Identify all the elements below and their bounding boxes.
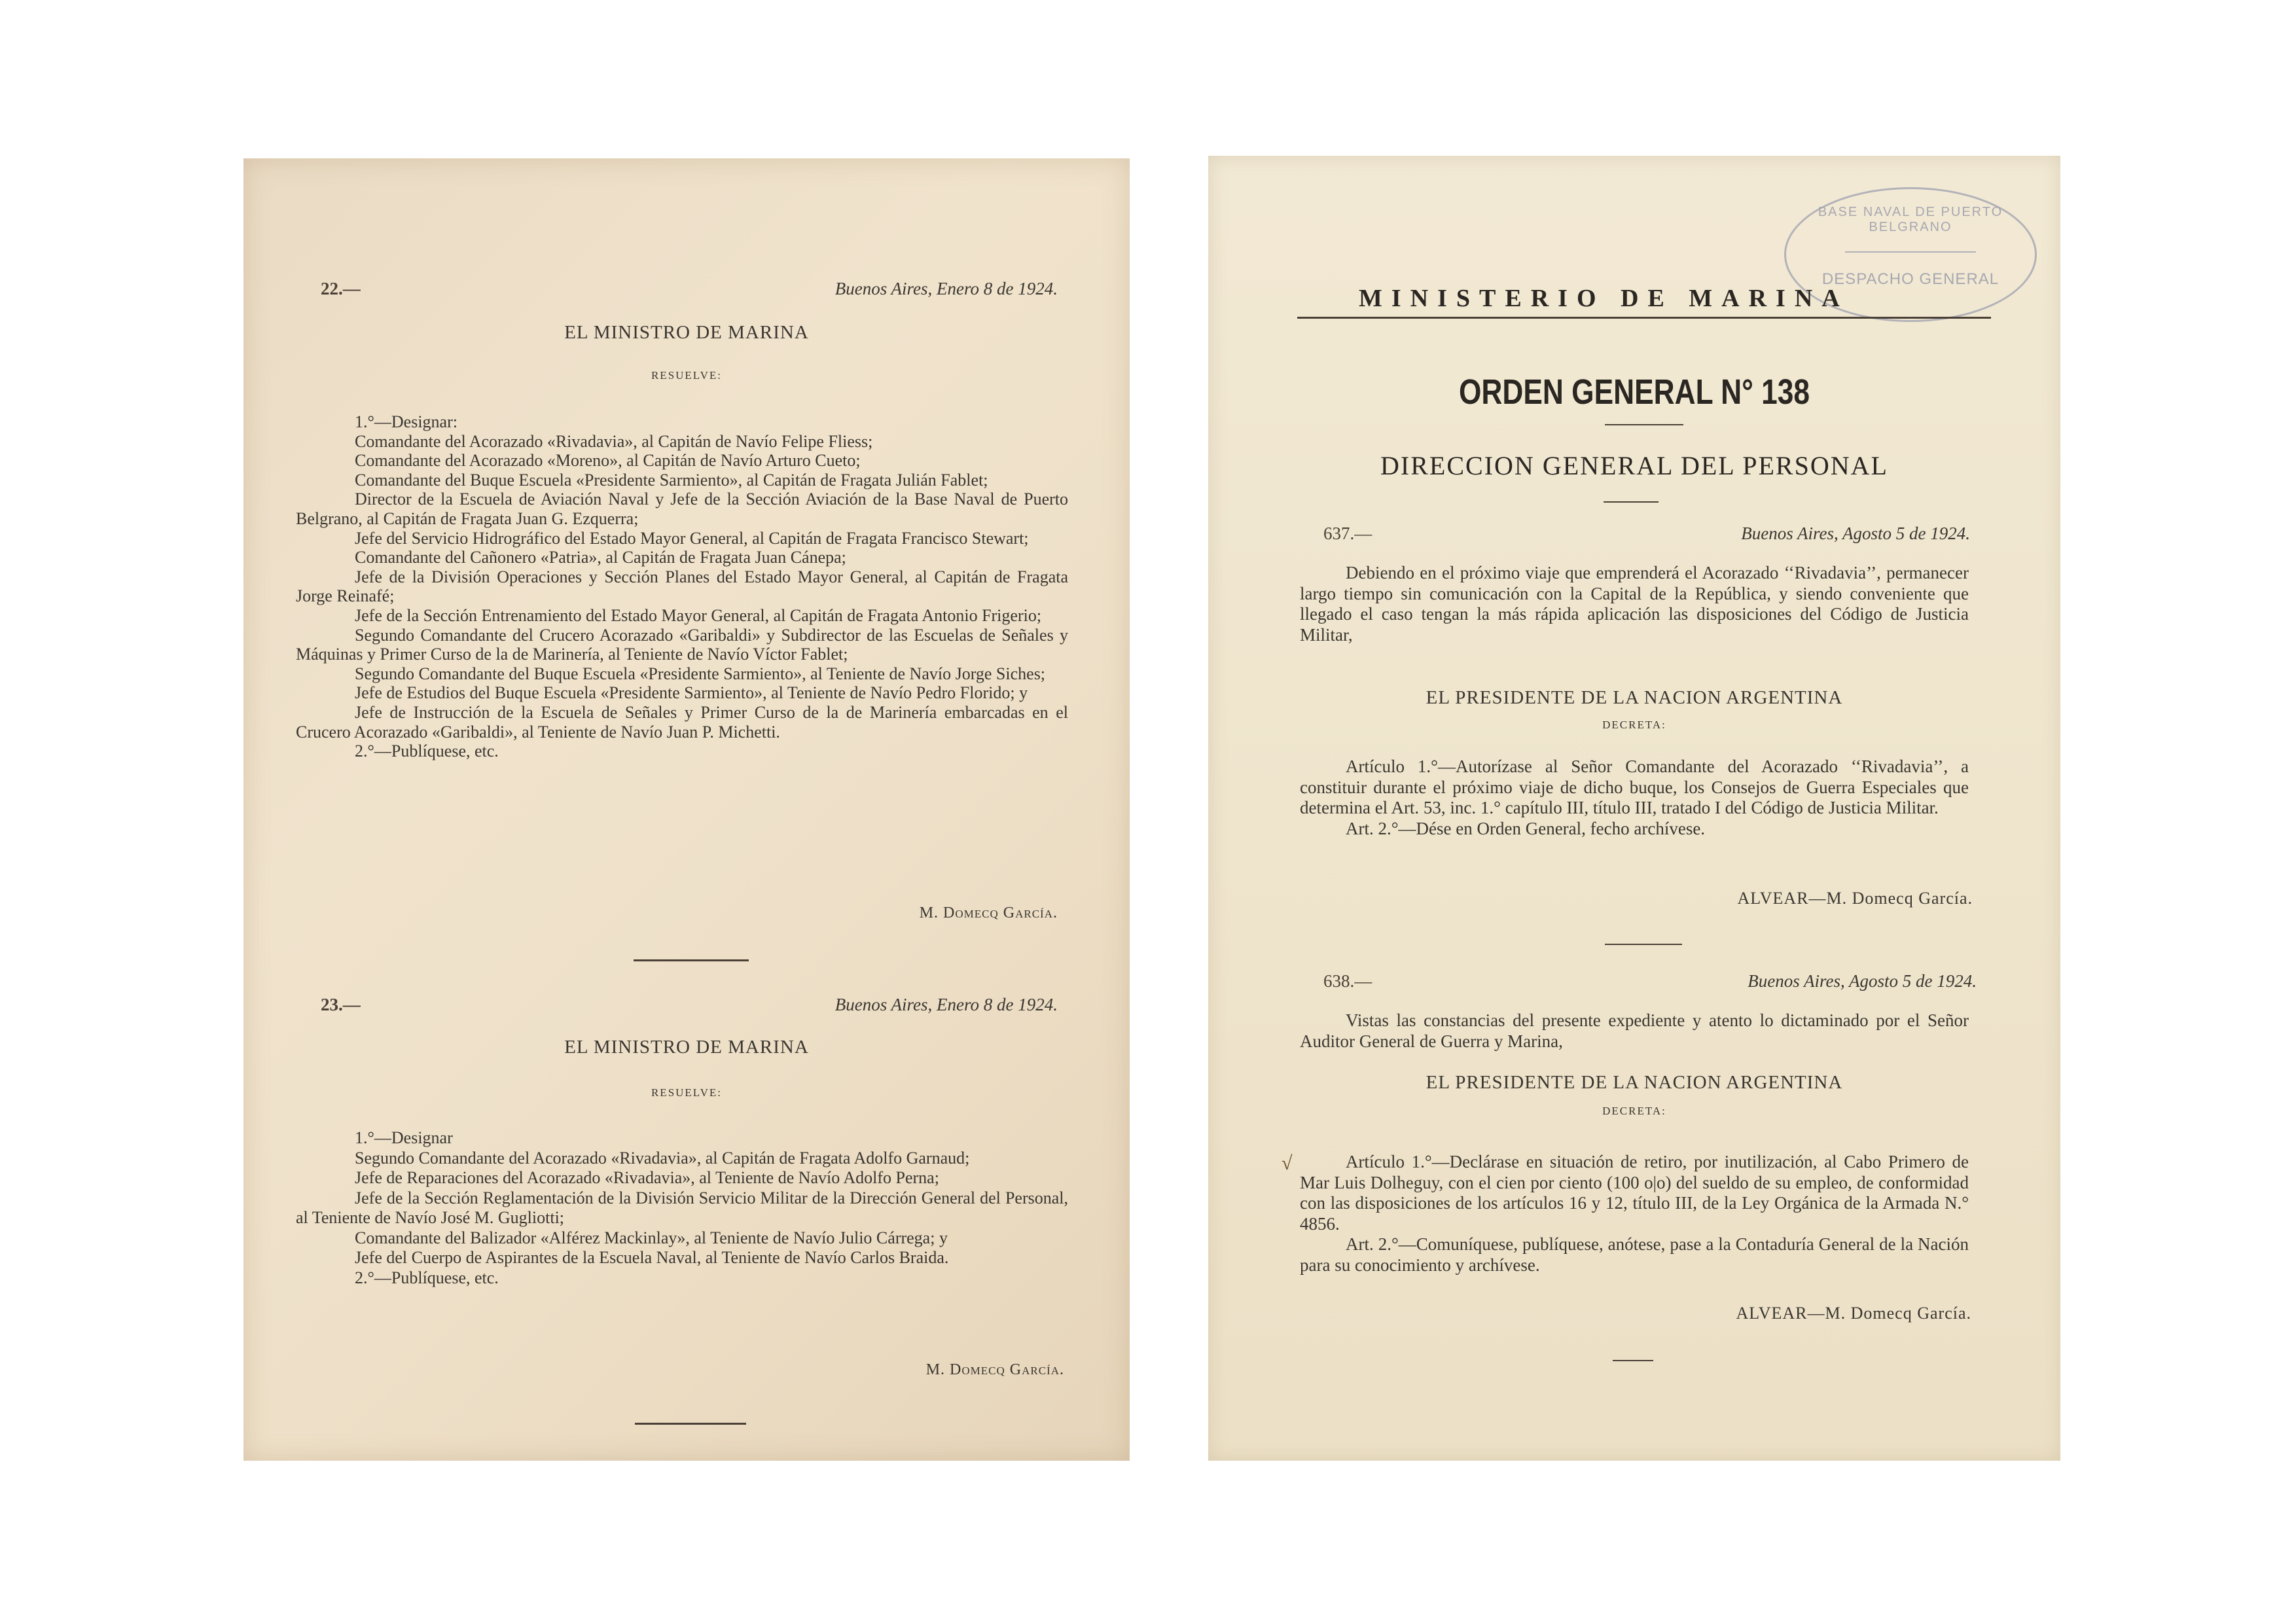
decree-23-date: Buenos Aires, Enero 8 de 1924. — [834, 995, 1058, 1014]
decree-638-preamble-text: Vistas las constancias del presente expediente y atento lo dictaminado por el Señor Auditor General de Guerra y Marina, — [1300, 1010, 1969, 1051]
decree-23-line: Jefe del Cuerpo de Aspirantes de la Escuela Naval, al Teniente de Navío Carlos Braida. — [355, 1248, 949, 1267]
stamp-center-text: DESPACHO GENERAL — [1821, 270, 2000, 288]
decree-638-preamble — [1300, 1010, 1969, 1052]
decree-637-date: Buenos Aires, Agosto 5 de 1924. — [1741, 524, 1970, 543]
decree-22-line: Jefe de la Sección Entrenamiento del Estado Mayor General, al Capitán de Fragata Antonio Frigerio; — [355, 605, 1042, 625]
left-document-page — [243, 158, 1130, 1461]
decree-638-number: 638.— — [1323, 971, 1372, 991]
decree-638-date: Buenos Aires, Agosto 5 de 1924. — [1748, 971, 1977, 991]
order-title: ORDEN GENERAL N° 138 — [1458, 372, 1810, 412]
decree-638-article: Art. 2.°—Comuníquese, publíquese, anótese, pase a la Contaduría General de la Nación para su conocimiento y archívese. — [1300, 1234, 1969, 1275]
decree-22-line: Jefe del Servicio Hidrográfico del Estado Mayor General, al Capitán de Fragata Francisco Stewart; — [355, 528, 1029, 548]
ministry-header: MINISTERIO DE MARINA — [1359, 285, 1849, 312]
decree-23-line: Segundo Comandante del Acorazado «Rivadavia», al Capitán de Fragata Adolfo Garnaud; — [355, 1148, 970, 1168]
decree-638-authority: EL PRESIDENTE DE LA NACION ARGENTINA — [1426, 1072, 1843, 1093]
decree-23-authority: EL MINISTRO DE MARINA — [564, 1037, 809, 1058]
stamp-divider — [1845, 251, 1976, 253]
separator-rule — [635, 1423, 746, 1425]
decree-22-date: Buenos Aires, Enero 8 de 1924. — [834, 279, 1058, 298]
margin-check-mark: √ — [1282, 1152, 1293, 1174]
decree-637-article: Artículo 1.°—Autorízase al Señor Comandante del Acorazado ‘‘Rivadavia’’, a constituir durante el próximo viaje de dicho buque, los Consejos de Guerra Especiales que determina el Art. 53, inc. 1.° capítulo III, título III, tratado I del Código de Justicia Militar. — [1300, 757, 1969, 817]
decree-22-line: Comandante del Cañonero «Patria», al Capitán de Fragata Juan Cánepa; — [355, 548, 846, 567]
decree-637-authority: EL PRESIDENTE DE LA NACION ARGENTINA — [1426, 687, 1843, 708]
decree-637-preamble-text: Debiendo en el próximo viaje que emprenderá el Acorazado ‘‘Rivadavia’’, permanecer largo tiempo sin comunicación con la Capital de la República, y siendo conveniente que llegado el caso tengan la más rápida aplicación las disposiciones del Código de Justicia Militar, — [1300, 563, 1969, 645]
decree-637-article: Art. 2.°—Dése en Orden General, fecho archívese. — [1346, 818, 1706, 838]
decree-22-line: Jefe de Instrucción de la Escuela de Señales y Primer Curso de la de Marinería embarcadas en el Crucero Acorazado «Garibaldi», al Teniente de Navío Juan P. Michetti. — [296, 702, 1068, 741]
decree-22-line: Jefe de la División Operaciones y Sección Planes del Estado Mayor General, al Capitán de Fragata Jorge Reinafé; — [296, 567, 1068, 606]
decree-637-number: 637.— — [1323, 524, 1372, 543]
decree-22-line: 1.°—Designar: — [355, 412, 457, 431]
decree-22-line: 2.°—Publíquese, etc. — [355, 741, 499, 761]
decree-23-line: 1.°—Designar — [355, 1128, 453, 1147]
directorate-underline — [1604, 501, 1659, 503]
decree-22-line: Jefe de Estudios del Buque Escuela «Presidente Sarmiento», al Teniente de Navío Pedro Florido; y — [355, 683, 1028, 703]
decree-638-articles — [1300, 1152, 1969, 1275]
directorate-title: DIRECCION GENERAL DEL PERSONAL — [1380, 451, 1888, 480]
separator-rule — [1605, 944, 1682, 945]
header-rule — [1297, 317, 1991, 319]
decree-637-articles — [1300, 757, 1969, 839]
decree-23-body — [296, 1128, 1068, 1288]
decree-23-line: Jefe de Reparaciones del Acorazado «Rivadavia», al Teniente de Navío Adolfo Perna; — [355, 1168, 939, 1187]
right-document-page — [1208, 156, 2060, 1461]
decree-637-signature: ALVEAR—M. Domecq García. — [1737, 889, 1973, 908]
decree-22-line: Segundo Comandante del Crucero Acorazado «Garibaldi» y Subdirector de las Escuelas de Señales y Máquinas y Primer Curso de la de Marinería, al Teniente de Navío Víctor Fablet; — [296, 625, 1068, 664]
decree-22-line: Director de la Escuela de Aviación Naval y Jefe de la Sección Aviación de la Base Naval de Puerto Belgrano, al Capitán de Fragata Juan G. Ezquerra; — [296, 490, 1068, 528]
decree-638-signature: ALVEAR—M. Domecq García. — [1736, 1304, 1971, 1323]
decree-637-preamble — [1300, 563, 1969, 645]
decree-22-authority: EL MINISTRO DE MARINA — [564, 322, 809, 343]
decree-637-decreta: DECRETA: — [1602, 719, 1666, 731]
decree-23-number: 23.— — [321, 995, 361, 1014]
decree-22-number: 22.— — [321, 279, 361, 298]
decree-23-line: Jefe de la Sección Reglamentación de la División Servicio Militar de la Dirección General del Personal, al Teniente de Navío José M. Gugliotti; — [296, 1188, 1068, 1227]
decree-23-signature: M. Domecq García. — [925, 1361, 1064, 1378]
decree-22-line: Segundo Comandante del Buque Escuela «Presidente Sarmiento», al Teniente de Navío Jorge Siches; — [355, 664, 1046, 683]
decree-22-resuelve: RESUELVE: — [651, 369, 723, 382]
decree-22-line: Comandante del Acorazado «Rivadavia», al Capitán de Navío Felipe Fliess; — [355, 431, 873, 451]
decree-23-resuelve: RESUELVE: — [651, 1086, 723, 1099]
decree-23-line: Comandante del Balizador «Alférez Mackinlay», al Teniente de Navío Julio Cárrega; y — [355, 1228, 948, 1247]
decree-638-article: Artículo 1.°—Declárase en situación de retiro, por inutilización, al Cabo Primero de Mar Luis Dolheguy, con el cien por ciento (100 o|o) del sueldo de su empleo, de conformidad con las disposiciones de los artículos 16 y 12, título III, de la Ley Orgánica de la Armada N.° 4856. — [1300, 1152, 1969, 1234]
separator-rule — [1613, 1360, 1653, 1361]
decree-22-line: Comandante del Acorazado «Moreno», al Capitán de Navío Arturo Cueto; — [355, 451, 861, 471]
decree-22-body — [296, 412, 1068, 761]
title-underline — [1605, 424, 1683, 425]
stamp-top-text: BASE NAVAL DE PUERTO BELGRANO — [1818, 205, 2003, 234]
separator-rule — [634, 959, 749, 961]
decree-638-decreta: DECRETA: — [1602, 1105, 1666, 1117]
decree-22-line: Comandante del Buque Escuela «Presidente Sarmiento», al Capitán de Fragata Julián Fablet; — [355, 470, 988, 490]
decree-22-signature: M. Domecq García. — [919, 904, 1058, 921]
decree-23-line: 2.°—Publíquese, etc. — [355, 1268, 499, 1287]
